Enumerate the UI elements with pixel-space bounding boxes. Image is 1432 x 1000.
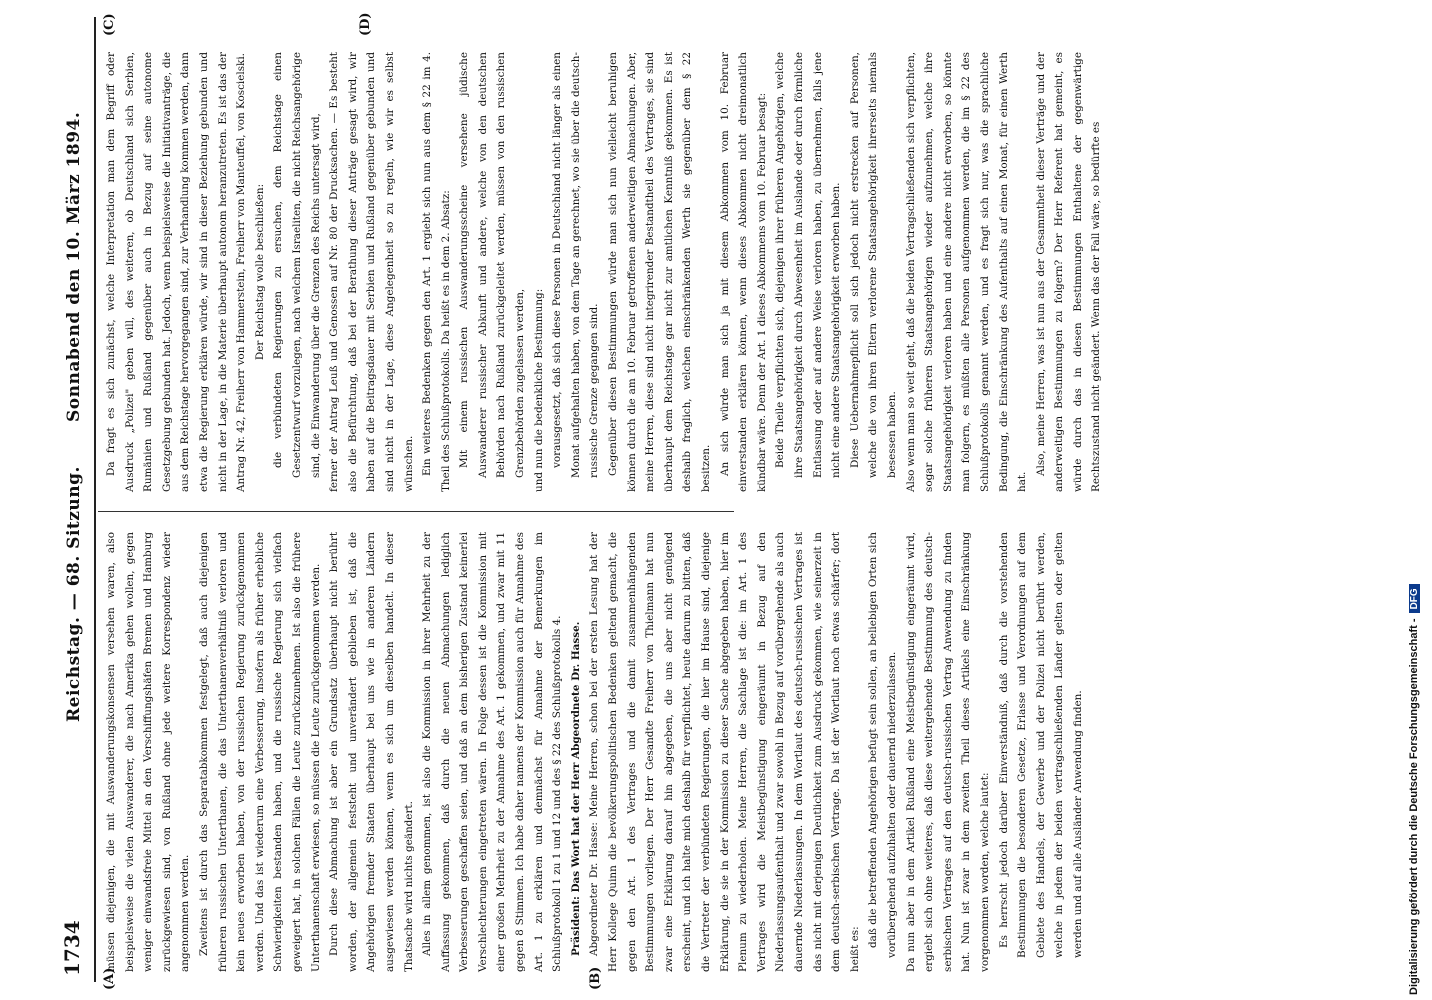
text-column-left [102, 532, 1084, 972]
paragraph: Durch diese Abmachung ist aber ein Grundsatz überhaupt nicht berührt worden, der allgemein feststeht und unverändert geblieben ist, daß die Angehörigen fremder Staaten überhaupt bei uns wie in anderen Ländern ausgewiesen werden können, wenn es sich um dieselben handelt. In dieser Thatsache wird nichts geändert. [328, 532, 415, 972]
column-divider [98, 511, 734, 512]
page-title: Reichstag. — 68. Sitzung. [64, 466, 84, 722]
quoted-paragraph: daß die betreffenden Angehörigen befugt sein sollen, an beliebigen Orten sich vorübergehend aufzuhalten oder dauernd niederzulassen. [867, 532, 898, 958]
paragraph: Also wenn man so weit geht, daß die beiden Vertragschließenden sich verpflichten, sogar solche früheren Staatsangehörigen wieder aufzunehmen, welche ihre Staatsangehörigkeit verloren haben und eine andere nicht erworben, so könnte man folgern, es müßten alle Personen aufgenommen werden, die im § 22 des Schlußprotokolls genannt werden, und es fragt sich nur, was die sprachliche Bedingung, die Einschränkung des Aufenthalts auf einen Monat, für einen Werth hat. [904, 52, 1029, 492]
quoted-paragraph: Es herrscht jedoch darüber Einverständniß, daß durch die vorstehenden Bestimmungen die besonderen Gesetze, Erlasse und Verordnungen auf dem Gebiete des Handels, der Gewerbe und der Polizei nicht berührt werden, welche in jedem der beiden vertragschließenden Länder gelten oder gelten werden und auf alle Ausländer Anwendung finden. [997, 532, 1084, 958]
paragraph: müssen diejenigen, die mit Auswanderungskonsensen versehen waren, also beispielsweise die vielen Auswanderer, die nach Amerika gehen wollen, gegen weniger einwandsfreie Mittel an den Verschiffungshäfen Bremen und Hamburg zurückgewiesen sind, von Rußland ohne jede weitere Korrespondenz wieder angenommen werden. [105, 532, 192, 972]
page-date: Sonnabend den 10. März 1894. [64, 111, 84, 422]
speech-paragraph: Abgeordneter Dr. Hasse: Meine Herren, schon bei der ersten Lesung hat der Herr Kollege Quinn die bevölkerungspolitischen Bedenken geltend gemacht, die gegen den Art. 1 des Vertrages und die damit zusammenhängenden Bestimmungen vorliegen. Der Herr Gesandte Freiherr von Thielmann hat nun zwar eine Erklärung darauf hin abgegeben, die uns aber nicht genügend erscheint, und ich halte mich deshalb für verpflichtet, heute darum zu bitten, daß die Vertreter der verbündeten Regierungen, die hier im Hause sind, diejenige Erklärung, die sie in der Kommission zu dieser Sache abgegeben haben, hier im Plenum zu wiederholen. Meine Herren, die Sachlage ist die: im Art. 1 des Vertrages wird die Meistbegünstigung eingeräumt in Bezug auf den Niederlassungsaufenthalt und zwar sowohl in Bezug auf vorübergehende als auch dauernde Niederlassungen. In dem Wortlaut des deutsch-russischen Vertrages ist das nicht mit derjenigen Deutlichkeit zum Ausdruck gekommen, wie seinerzeit in dem deutsch-serbischen Vertrage. Da ist der Wortlaut noch etwas schärfer; dort heißt es: [588, 532, 861, 972]
paragraph: ferner der Antrag Leuß und Genossen auf Nr. 80 der Drucksachen. — Es besteht also die Befürchtung, daß bei der Berathung dieser Anträge gesagt wird, wir haben auf die Beitragsdauer mit Serbien und Rußland gegenüber gebunden und sind nicht in der Lage, diese Angelegenheit so zu regeln, wie wir es selbst wünschen. [328, 52, 415, 492]
margin-mark-c: (C) [102, 13, 117, 36]
page-header [58, 17, 96, 982]
paragraph: Ein weiteres Bedenken gegen den Art. 1 ergiebt sich nun aus dem § 22 im 4. Theil des Schlußprotokolls. Da heißt es in dem 2. Absatz: [421, 52, 452, 492]
quoted-paragraph: Beide Theile verpflichten sich, diejenigen ihrer früheren Angehörigen, welche ihre Staatsangehörigkeit durch Abwesenheit im Auslande oder durch förmliche Entlassung oder auf andere Weise verloren haben, zu übernehmen, falls jene nicht eine andere Staatsangehörigkeit erworben haben. [774, 52, 843, 478]
paragraph: Alles in allem genommen, ist also die Kommission in ihrer Mehrheit zu der Auffassung gekommen, daß durch die neuen Abmachungen lediglich Verbesserungen geschaffen seien, und daß an dem bisherigen Zustand keinerlei Verschlechterungen eingetreten wären. In Folge dessen ist die Kommission mit einer großen Mehrheit zu der Annahme des Art. 1 gekommen, und zwar mit 11 gegen 8 Stimmen. Ich habe daher namens der Kommission auch für Annahme des Art. 1 zu erklären und demnächst für Annahme der Bemerkungen im Schlußprotokoll 1 zu 1 und 12 und des § 22 des Schlußprotokolls 4. [421, 532, 564, 972]
paragraph: Gegenüber diesen Bestimmungen würde man sich nun vielleicht beruhigen können durch die am 10. Februar getroffenen anderweitigen Abmachungen. Aber, meine Herren, diese sind nicht integrirender Bestandtheil des Vertrages, sie sind überhaupt dem Reichstage gar nicht zur amtlichen Kenntniß gekommen. Es ist deshalb fraglich, welchen einschränkenden Werth sie gegenüber dem § 22 besitzen. [607, 52, 712, 492]
text-column-right [102, 52, 1103, 492]
paragraph: Zweitens ist durch das Separatabkommen festgelegt, daß auch diejenigen früheren russischen Unterthanen, die das Unterthanenverhältniß verloren und kein neues erworben haben, von der russischen Regierung zurückgenommen werden. Und das ist wiederum eine Verbesserung, insofern als früher erhebliche Schwierigkeiten bestanden haben, und die russische Regierung sich vielfach geweigert hat, in solchen Fällen die Leute zurückzunehmen. Ist also die frühere Unterthanenschaft erwiesen, so müssen die Leute zurückgenommen werden. [197, 532, 322, 972]
margin-mark-a: (A) [102, 967, 117, 990]
quoted-paragraph: Diese Uebernahmepflicht soll sich jedoch nicht erstrecken auf Personen, welche die von ihren Eltern verlorene Staatsangehörigkeit ihrerseits niemals besessen haben. [848, 52, 898, 478]
quoted-paragraph: die verbündeten Regierungen zu ersuchen, dem Reichstage einen Gesetzentwurf vorzulegen, nach welchem Israeliten, die nicht Reichsangehörige sind, die Einwanderung über die Grenzen des Reichs untersagt wird, [272, 52, 322, 478]
paragraph: Also, meine Herren, was ist nun aus der Gesammtheit dieser Verträge und der anderweitigen Bestimmungen zu folgern? Der Herr Referent hat gemeint, es würde durch das in diesen Bestimmungen Enthaltene der gegenwärtige Rechtszustand nicht geändert. Wenn das der Fall wäre, so bedürfte es [1034, 52, 1103, 492]
dfg-logo: DFG [1409, 584, 1420, 613]
paragraph: und nun die bedenkliche Bestimmung: [532, 288, 545, 492]
margin-mark-d: (D) [358, 12, 373, 36]
paragraph: Da fragt es sich zunächst, welche Interpretation man dem Begriff oder Ausdruck „Polizei" geben will, des weiteren, ob Deutschland sich Serbien, Rumänien und Rußland gegenüber auch in Bezug auf seine autonome Gesetzgebung gebunden hat. Jedoch, wenn beispielsweise die Initiativanträge, die aus dem Reichstage hervorgegangen sind, zur Verhandlung kommen werden, dann etwa die Regierung erklären würde, wir sind in dieser Beziehung gebunden und nicht in der Lage, in die Materie überhaupt autonom heranzutreten. Es ist das der Antrag Nr. 42, Freiherr von Hammerstein, Freiherr von Manteuffel, von Koscielski. [105, 52, 248, 492]
speaker-paragraph: Präsident: Das Wort hat der Herr Abgeordnete Dr. Hasse. [569, 621, 582, 956]
quoted-paragraph: Mit einem russischen Auswanderungsscheine versehene jüdische Auswanderer russischer Abkunft und andere, welche von den deutschen Behörden nach Rußland zurückgeleitet werden, müssen von den russischen Grenzbehörden zugelassen werden, [458, 52, 527, 478]
rotated-document-page [58, 12, 1103, 990]
dfg-stamp-text: Digitalisierung gefördert durch die Deutsche Forschungsgemeinschaft - [1408, 618, 1420, 995]
paragraph: An sich würde man sich ja mit diesem Abkommen vom 10. Februar einverstanden erklären können, wenn dieses Abkommen nicht dreimonatlich kündbar wäre. Denn der Art. 1 dieses Abkommens vom 10. Februar besagt: [718, 52, 768, 492]
paragraph: Der Reichstag wolle beschließen: [253, 183, 266, 361]
dfg-stamp [1408, 5, 1426, 995]
margin-mark-b: (B) [588, 966, 603, 990]
page-number: 1734 [60, 920, 84, 976]
paragraph: Da nun aber in dem Artikel Rußland eine Meistbegünstigung eingeräumt wird, ergiebt sich ohne weiteres, daß diese weitergehende Bestimmung des deutsch-serbischen Vertrages auf den deutsch-russischen Vertrag Anwendung zu finden hat. Nun ist zwar in dem zweiten Theil dieses Artikels eine Einschränkung vorgenommen worden, welche lautet: [904, 532, 991, 972]
quoted-paragraph: vorausgesetzt, daß sich diese Personen in Deutschland nicht länger als einen Monat aufgehalten haben, von dem Tage an gerechnet, wo sie über die deutsch-russische Grenze gegangen sind. [551, 52, 601, 478]
